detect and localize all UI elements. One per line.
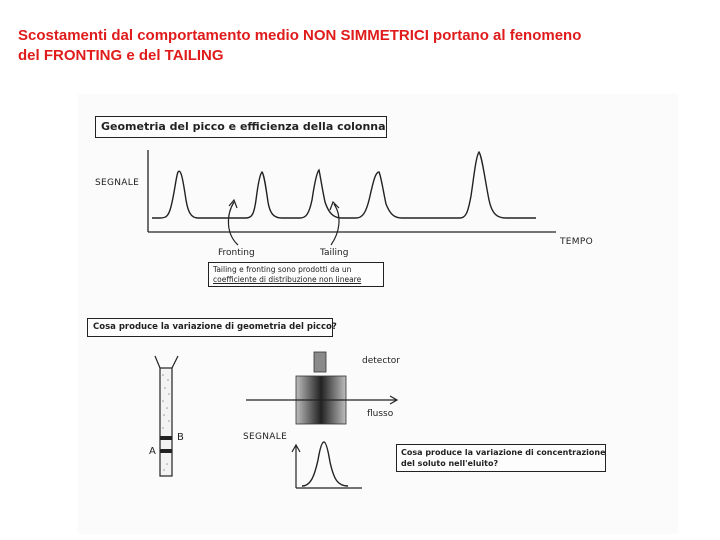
- time-axis-label: TEMPO: [560, 237, 593, 247]
- geometry-box: [95, 116, 387, 138]
- tailing-label: Tailing: [320, 248, 349, 258]
- column-label-b: B: [177, 432, 184, 443]
- bottom-signal-axis-label: SEGNALE: [243, 432, 288, 442]
- chromatogram-trace: [152, 152, 536, 218]
- note-line-1: Tailing e fronting sono prodotti da un: [213, 265, 352, 274]
- detector-head: [314, 352, 326, 372]
- detector-label: detector: [362, 356, 400, 366]
- fronting-arrow: [228, 202, 238, 245]
- slide-title-line-2: del FRONTING e del TAILING: [18, 47, 224, 64]
- tailing-arrow: [331, 204, 339, 245]
- concentration-question-line-1: Cosa produce la variazione di concentrazione: [401, 448, 606, 457]
- note-line-2: coefficiente di distribuzione non lineare: [213, 274, 362, 284]
- peak-question-box: [87, 318, 337, 337]
- column-label-a: A: [149, 446, 156, 457]
- column-top-funnel: [155, 356, 178, 368]
- concentration-question-line-2: del soluto nell'eluito?: [401, 459, 499, 468]
- signal-peak: [302, 442, 348, 486]
- slide-title-line-1: Scostamenti dal comportamento medio NON SIMMETRICI portano al fenomeno: [18, 27, 582, 44]
- geometry-box-text: Geometria del picco e efficienza della colonna: [101, 120, 386, 133]
- peak-question-text: Cosa produce la variazione di geometria del picco?: [93, 322, 337, 332]
- signal-axis-label: SEGNALE: [95, 178, 140, 188]
- concentration-question-box: [396, 444, 606, 472]
- column-band-a: [160, 449, 172, 453]
- flow-label: flusso: [367, 409, 394, 419]
- column-band-b: [160, 436, 172, 440]
- column-tube: [160, 368, 172, 476]
- tailing-arrow-head: [330, 202, 339, 210]
- note-box: [208, 262, 384, 287]
- fronting-label: Fronting: [218, 248, 255, 258]
